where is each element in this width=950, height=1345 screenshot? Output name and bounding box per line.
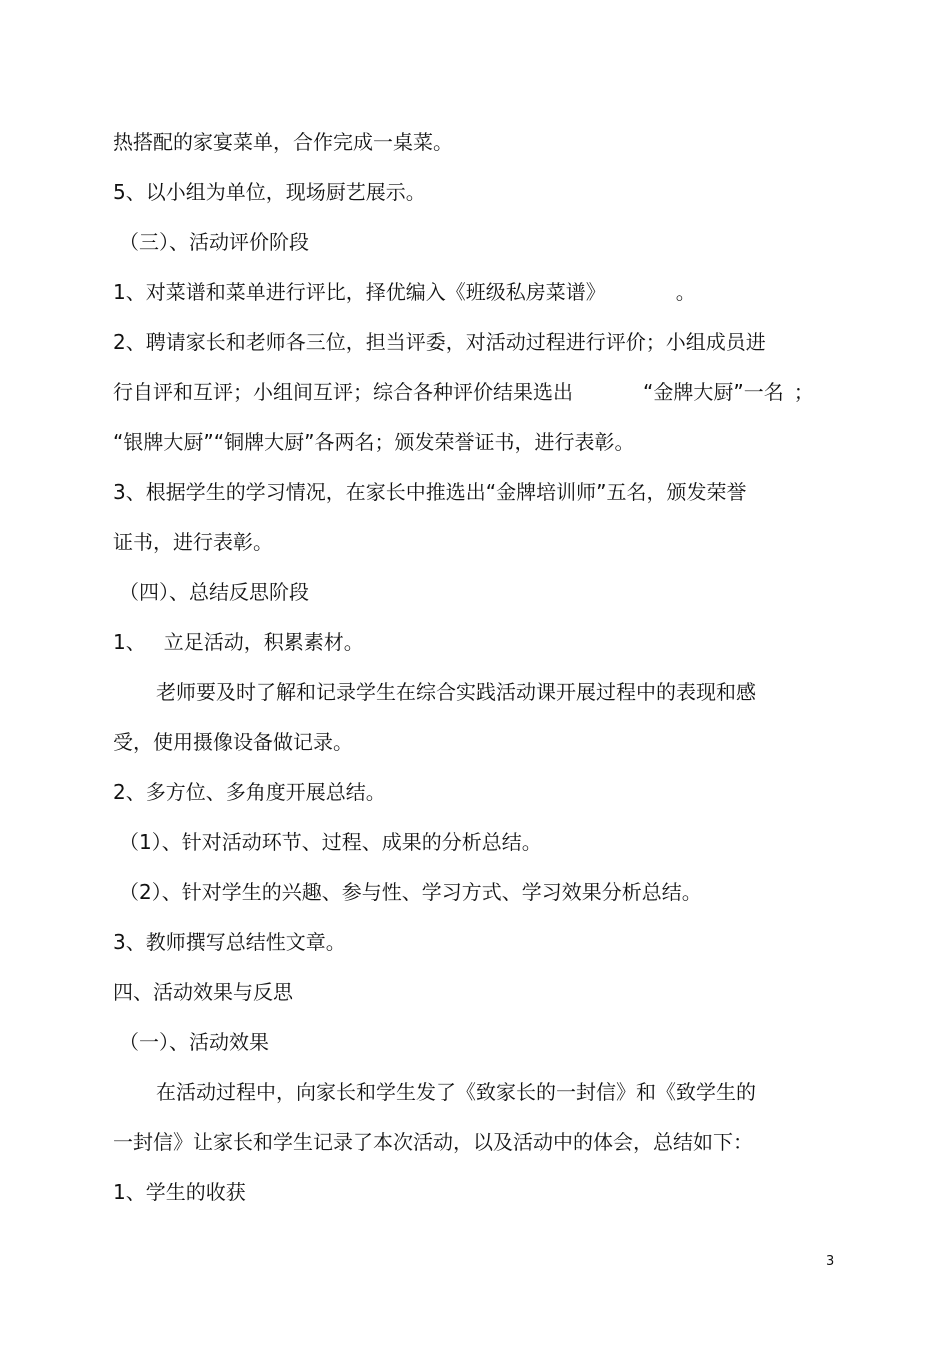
sub-list-item: （2）、针对学生的兴趣、参与性、学习方式、学习效果分析总结。 <box>119 880 702 904</box>
list-item-text: 1、对菜谱和菜单进行评比，择优编入《班级私房菜谱》 <box>113 280 606 304</box>
list-item: 2、聘请家长和老师各三位，担当评委，对活动过程进行评价；小组成员进 <box>113 330 766 354</box>
body-text: 行自评和互评；小组间互评；综合各种评价结果选出 <box>113 380 573 404</box>
body-text-line: 热搭配的家宴菜单，合作完成一桌菜。 <box>113 130 453 154</box>
list-item-number: 1、 <box>113 630 146 654</box>
list-item: 3、教师撰写总结性文章。 <box>113 930 346 954</box>
body-text-line: 一封信》让家长和学生记录了本次活动，以及活动中的体会，总结如下： <box>113 1130 753 1154</box>
list-item <box>113 628 364 656</box>
body-text-line <box>113 378 814 406</box>
body-text-line: “银牌大厨”“铜牌大厨”各两名；颁发荣誉证书，进行表彰。 <box>113 430 635 454</box>
list-item: 1、学生的收获 <box>113 1180 246 1204</box>
body-text-line: 受，使用摄像设备做记录。 <box>113 730 353 754</box>
chapter-heading: 四、活动效果与反思 <box>113 980 293 1004</box>
section-heading: （四）、总结反思阶段 <box>119 580 309 604</box>
body-text-line: 证书，进行表彰。 <box>113 530 273 554</box>
paragraph-line: 老师要及时了解和记录学生在综合实践活动课开展过程中的表现和感 <box>156 680 756 704</box>
paragraph-line: 在活动过程中，向家长和学生发了《致家长的一封信》和《致学生的 <box>156 1080 756 1104</box>
list-item-end-punctuation: 。 <box>675 280 696 304</box>
list-item-text: 立足活动，积累素材。 <box>163 630 364 654</box>
sub-list-item: （1）、针对活动环节、过程、成果的分析总结。 <box>119 830 542 854</box>
list-item: 3、根据学生的学习情况，在家长中推选出“金牌培训师”五名，颁发荣誉 <box>113 480 747 504</box>
section-heading: （三）、活动评价阶段 <box>119 230 309 254</box>
page-number: 3 <box>826 1254 835 1269</box>
section-heading: （一）、活动效果 <box>119 1030 269 1054</box>
list-item: 2、多方位、多角度开展总结。 <box>113 780 386 804</box>
body-text-award: “金牌大厨”一名 <box>643 380 784 404</box>
list-item <box>113 278 696 306</box>
body-text-punctuation: ； <box>793 380 814 404</box>
list-item: 5、以小组为单位，现场厨艺展示。 <box>113 180 426 204</box>
